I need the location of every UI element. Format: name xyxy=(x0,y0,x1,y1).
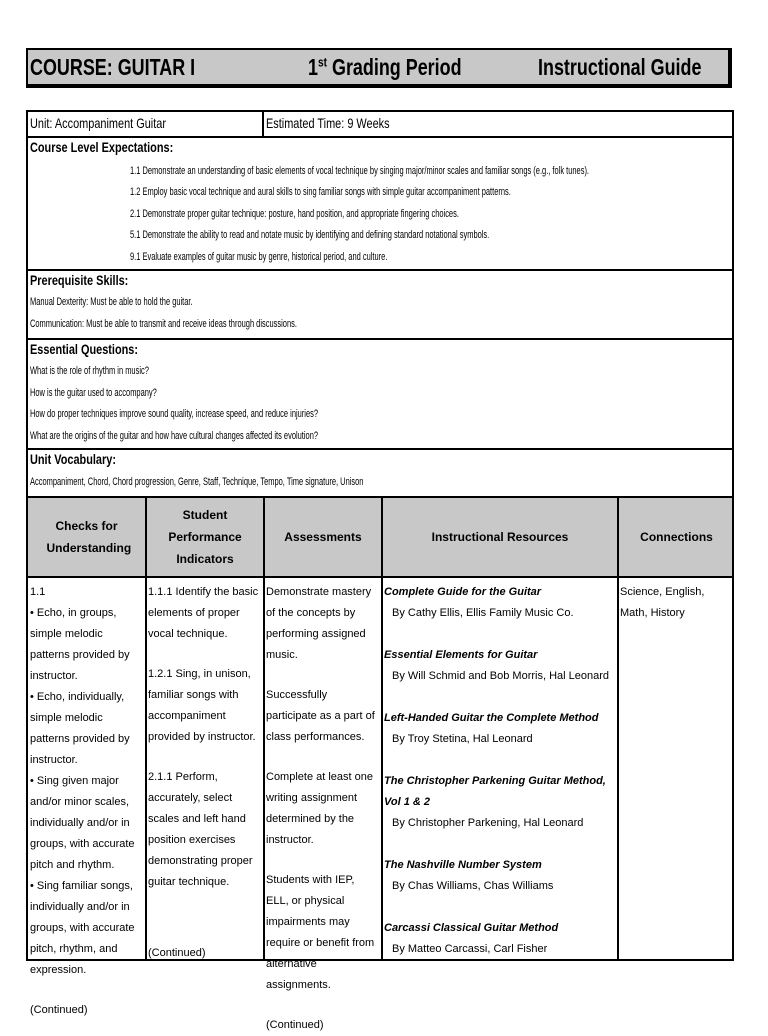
unit-name: Unit: Accompaniment Guitar xyxy=(30,115,166,131)
question-item: What are the origins of the guitar and how have cultural changes affected its evolution? xyxy=(30,430,319,442)
assessment-item: Students with IEP, ELL, or physical impairments may require or benefit from alternative assignments. xyxy=(266,874,375,991)
checks-column xyxy=(30,582,143,1021)
grid-header-resources: Instructional Resources xyxy=(431,530,569,544)
vocabulary-text: Accompaniment, Chord, Chord progression, Genre, Staff, Technique, Tempo, Time signature, Unison xyxy=(30,476,364,488)
expectation-item: 1.1 Demonstrate an understanding of basic elements of vocal technique by singing major/minor scales and familiar songs (e.g., folk tunes). xyxy=(130,165,590,177)
connections-text: Science, English, Math, History xyxy=(620,586,705,619)
questions-title: Essential Questions: xyxy=(30,341,139,357)
resource-author: By Christopher Parkening, Hal Leonard xyxy=(392,817,584,829)
assessment-item: Complete at least one writing assignment determined by the instructor. xyxy=(266,771,374,846)
grading-period xyxy=(308,54,462,81)
vocabulary-title: Unit Vocabulary: xyxy=(30,451,116,467)
resource-author: By Will Schmid and Bob Morris, Hal Leonard xyxy=(392,670,610,682)
page-header xyxy=(26,48,732,88)
indicators-column xyxy=(148,582,261,964)
period-label: Grading Period xyxy=(331,54,462,80)
resource-author: By Chas Williams, Chas Williams xyxy=(392,880,554,892)
column-divider xyxy=(263,496,265,959)
indicator-item: (Continued) xyxy=(148,947,206,959)
indicator-item: 1.2.1 Sing, in unison, familiar songs with accompaniment provided by instructor. xyxy=(148,668,256,743)
connections-column xyxy=(620,582,730,624)
indicator-item: 1.1.1 Identify the basic elements of proper vocal technique. xyxy=(148,586,259,640)
grid-header-assessments: Assessments xyxy=(284,530,362,544)
period-number: 1 xyxy=(308,54,318,80)
resource-title: The Nashville Number System xyxy=(384,859,542,871)
unit-time: Estimated Time: 9 Weeks xyxy=(266,115,390,131)
row-divider xyxy=(28,338,732,340)
indicator-item: 2.1.1 Perform, accurately, select scales and left hand position exercises demonstrating proper guitar technique. xyxy=(148,771,253,888)
column-divider xyxy=(617,496,619,959)
expectation-item: 9.1 Evaluate examples of guitar music by genre, historical period, and culture. xyxy=(130,251,388,263)
row-divider xyxy=(28,269,732,271)
expectation-item: 2.1 Demonstrate proper guitar technique: posture, hand position, and appropriate fingering choices. xyxy=(130,208,459,220)
assessment-item: Successfully participate as a part of class performances. xyxy=(266,689,375,743)
resource-title: Complete Guide for the Guitar xyxy=(384,586,542,598)
assessment-item: Demonstrate mastery of the concepts by performing assigned music. xyxy=(266,586,372,661)
grid-header-connections: Connections xyxy=(640,530,713,544)
resource-title: Left-Handed Guitar the Complete Method xyxy=(384,712,599,724)
resource-title: Essential Elements for Guitar xyxy=(384,649,538,661)
resource-title: The Christopher Parkening Guitar Method, Vol 1 & 2 xyxy=(384,775,606,808)
prerequisite-item: Manual Dexterity: Must be able to hold the guitar. xyxy=(30,296,193,308)
check-item: • Sing given major and/or minor scales, individually and/or in groups, with accurate pitch and rhythm. xyxy=(30,775,135,871)
expectations-title: Course Level Expectations: xyxy=(30,139,174,155)
assessment-item: (Continued) xyxy=(266,1019,324,1031)
question-item: How is the guitar used to accompany? xyxy=(30,387,157,399)
expectation-item: 5.1 Demonstrate the ability to read and notate music by identifying and defining standard notational symbols. xyxy=(130,229,490,241)
row-divider xyxy=(28,136,732,138)
guide-table xyxy=(26,110,734,1031)
grid-header-indicators: Student Performance Indicators xyxy=(168,508,242,566)
check-item: 1.1 xyxy=(30,586,46,598)
resource-title: Carcassi Classical Guitar Method xyxy=(384,922,559,934)
course-title: COURSE: GUITAR I xyxy=(30,54,196,80)
check-item: (Continued) xyxy=(30,1004,88,1016)
prerequisites-title: Prerequisite Skills: xyxy=(30,272,129,288)
question-item: How do proper techniques improve sound quality, increase speed, and reduce injuries? xyxy=(30,408,319,420)
resources-column xyxy=(384,582,614,960)
assessments-column xyxy=(266,582,379,1036)
question-item: What is the role of rhythm in music? xyxy=(30,365,149,377)
guide-title: Instructional Guide xyxy=(538,54,702,80)
resource-author: By Cathy Ellis, Ellis Family Music Co. xyxy=(392,607,574,619)
period-suffix: st xyxy=(317,54,328,70)
prerequisite-item: Communication: Must be able to transmit and receive ideas through discussions. xyxy=(30,318,297,330)
check-item: • Sing familiar songs, individually and/or in groups, with accurate pitch, rhythm, and expression. xyxy=(30,880,135,976)
column-divider xyxy=(381,496,383,959)
row-divider xyxy=(28,576,732,578)
resource-author: By Troy Stetina, Hal Leonard xyxy=(392,733,533,745)
check-item: • Echo, individually, simple melodic patterns provided by instructor. xyxy=(30,691,130,766)
expectation-item: 1.2 Employ basic vocal technique and aural skills to sing familiar songs with simple guitar accompaniment patterns. xyxy=(130,186,511,198)
grid-header-checks: Checks for Understanding xyxy=(46,519,132,555)
row-divider xyxy=(28,448,732,450)
grid-header xyxy=(28,498,732,576)
unit-divider xyxy=(262,112,264,136)
column-divider xyxy=(145,496,147,959)
resource-author: By Matteo Carcassi, Carl Fisher xyxy=(392,943,548,955)
check-item: • Echo, in groups, simple melodic patterns provided by instructor. xyxy=(30,607,130,682)
